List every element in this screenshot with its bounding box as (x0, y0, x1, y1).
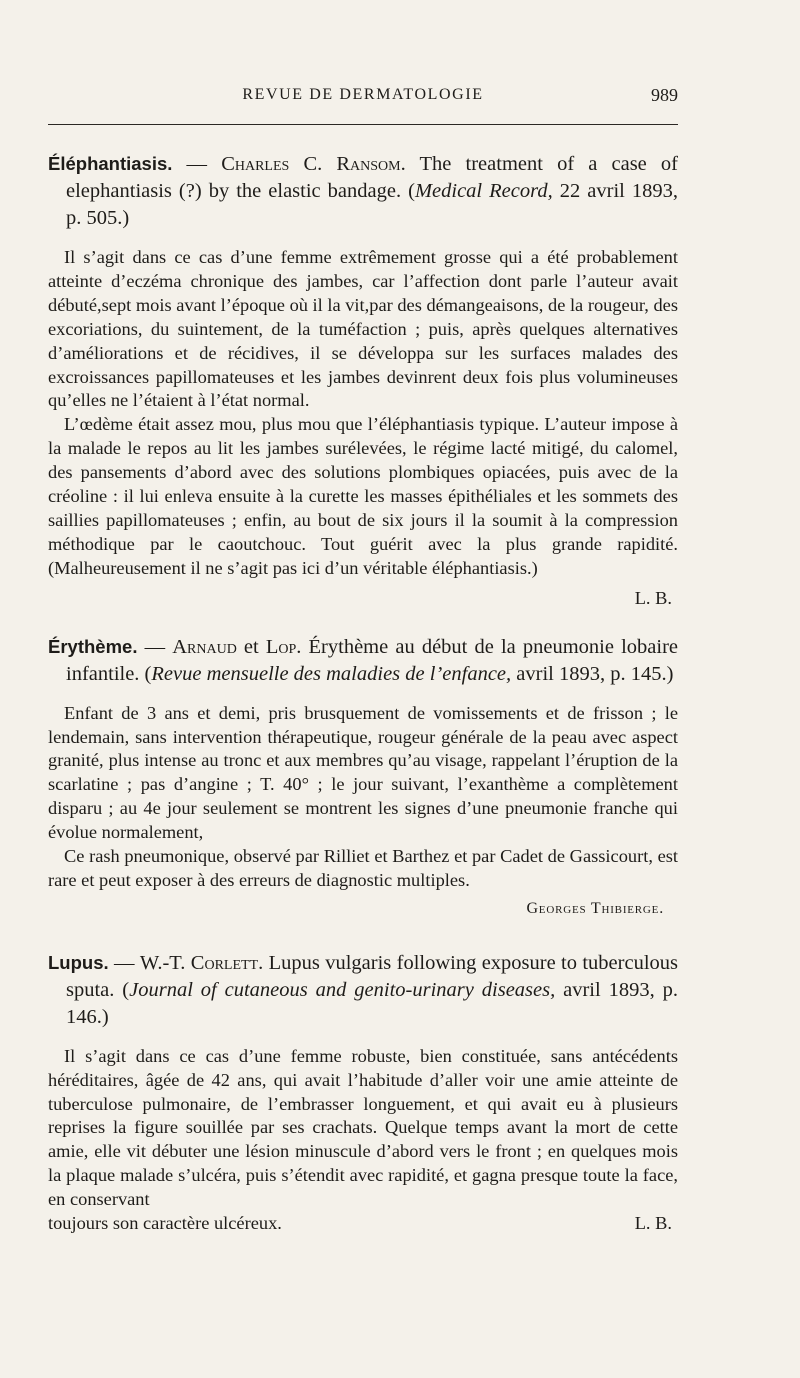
signature: Georges Thibierge. (526, 899, 664, 917)
journal-name: Medical Record, (414, 180, 553, 202)
body-paragraph: Enfant de 3 ans et demi, pris brusquement de vomissements et de frisson ; le lendemain, sans intervention thérapeutique, rougeur générale de la peau avec aspect granité, plus intense au tronc et aux membres qu’au visage, rappelant l’éruption de la scarlatine ; pas d’angine ; T. 40° ; le jour suivant, l’exanthème a complètement disparu ; au 4e jour seulement se montrent les signes d’une pneumonie franche qui évolue normalement, (48, 702, 678, 843)
signature: L. B. (634, 1213, 672, 1234)
body-last-line (48, 1212, 678, 1236)
article-heading (48, 150, 678, 232)
citation-tail: 22 avril 1893, p. 505.) (66, 180, 678, 229)
journal-name: Journal of cutaneous and genito-urinary diseases, (129, 978, 556, 1001)
article-title: Érythème au début de la pneumonie lobaire infantile. ( (66, 635, 679, 685)
dash: — (108, 951, 140, 974)
article-title: The treatment of a case of elephantiasis (?) by the elastic bandage. ( (66, 153, 678, 202)
page-number: 989 (651, 85, 678, 105)
author: Charles C. Ransom. (221, 153, 406, 175)
dash: — (172, 153, 222, 175)
article-heading (48, 949, 678, 1031)
citation-tail: avril 1893, p. 145.) (511, 662, 674, 685)
signature: L. B. (634, 587, 672, 608)
citation-tail: avril 1893, p. 146.) (66, 978, 678, 1028)
body-paragraph: L’œdème était assez mou, plus mou que l’éléphantiasis typique. L’auteur impose à la malade le repos au lit les jambes surélevées, le régime lacté mitigé, du calomel, des pansements d’abord avec des solutions plombiques opiacées, puis avec de la créoline : il lui enleva ensuite à la curette les masses épithéliales et les sommets des saillies papillomateuses ; enfin, au bout de six jours il la soumit à la compression méthodique par le caoutchouc. Tout guérit avec la plus grande rapidité. (Malheureusement il ne s’agit pas ici d’un véritable éléphantiasis.) (48, 414, 678, 578)
body-paragraph: Il s’agit dans ce cas d’une femme extrêmement grosse qui a été probablement atteinte d’eczéma chronique des jambes, car l’affection dont parle l’auteur avait débuté,sept mois avant l’époque où il la vit,par des démangeaisons, de la rougeur, des excoriations, du suintement, de la tuméfaction ; puis, après quelques alternatives d’améliorations et de récidives, il se développa sur les surfaces malades des excroissances papillomateuses et les jambes devinrent deux fois plus volumineuses qu’elles ne l’étaient à l’état normal. (48, 247, 678, 411)
author: Arnaud (172, 635, 237, 658)
running-title: REVUE DE DERMATOLOGIE (242, 86, 484, 103)
author: Lop. (265, 635, 302, 658)
rubric: Érythème. (48, 635, 138, 657)
rubric: Éléphantiasis. (48, 153, 173, 174)
article-heading (48, 633, 678, 688)
page-body (48, 150, 678, 1236)
article-elephantiasis (48, 150, 678, 611)
rubric: Lupus. (48, 951, 109, 973)
article-erytheme (48, 633, 678, 921)
dash: — (137, 635, 173, 658)
body-paragraph: Ce rash pneumonique, observé par Rilliet et Barthez et par Cadet de Gassicourt, est rare et peut exposer à des erreurs de diagnostic multiples. (48, 846, 678, 890)
article-title: Lupus vulgaris following exposure to tuberculous sputa. ( (66, 951, 679, 1001)
author-join: et (236, 635, 266, 658)
body-paragraph: Il s’agit dans ce cas d’une femme robuste, bien constituée, sans antécédents héréditaires, âgée de 42 ans, qui avait l’habitude d’aller voir une amie atteinte de tuberculose pulmonaire, de l’embrasser longuement, et qui avait eu à plusieurs reprises la figure souillée par ses crachats. Quelque temps avant la mort de cette amie, elle vit débuter une lésion minuscule d’abord vers le front ; en quelques mois la plaque malade s’ulcéra, puis s’étendit avec rapidité, et gagna presque toute la face, en conservant (48, 1045, 678, 1210)
author: W.-T. Corlett. (139, 951, 264, 974)
article-lupus (48, 949, 678, 1236)
header-rule (48, 124, 678, 125)
last-line-text: toujours son caractère ulcéreux. (48, 1213, 282, 1234)
journal-name: Revue mensuelle des maladies de l’enfance, (151, 662, 512, 685)
